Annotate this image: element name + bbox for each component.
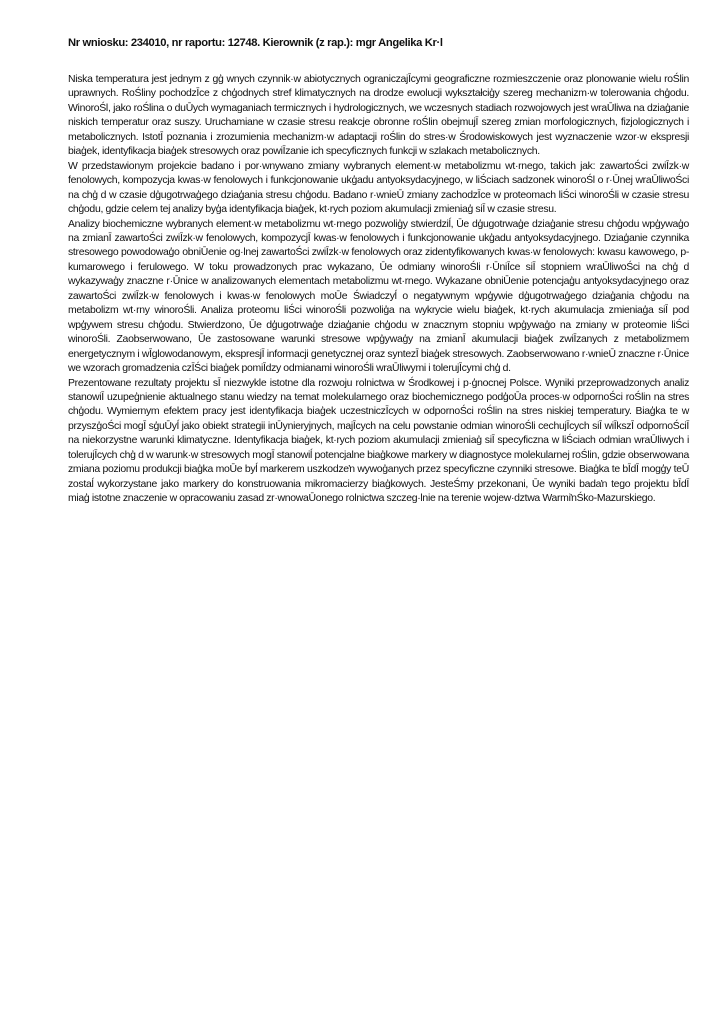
report-header: Nr wniosku: 234010, nr raportu: 12748. Kierownik (z rap.): mgr Angelika Kr·l bbox=[68, 37, 443, 49]
paragraph-conclusions: Prezentowane rezultaty projektu sĪ niezwykle istotne dla rozwoju rolnictwa w Środkowej i p·ģnocnej Polsce. Wyniki przeprowadzonych analiz stanowiĪ uzupeģnienie aktualnego stanu wiedzy na temat molekularnego oraz biochemicznego podģoŪa proces·w odpornoŚci roŚlin na stres chģodu. Wymiernym efektem pracy jest identyfikacja biaģek uczestniczĪcych w odpornoŚci roŚlin na stres niskiej temperatury. Biaģka te w przyszģoŚci mogĪ sģuŪyĺ jako obiekt strategii inŪynieryjnych, majĪcych na celu powstanie odmian winoroŚli cechujĪcych siĪ wiĪkszĪ odpornoŚciĪ na niekorzystne warunki klimatyczne. Identyfikacja biaģek, kt·rych poziom akumulacji zmieniaģ siĪ specyficzna w liŚciach odmian wraŪliwych i tolerujĪcych chģ d w warunk·w stresowych mogĪ stanowiĺ potencjalne biaģkowe markery w diagnostyce molekularnej roŚlin, gdzie obserwowana zmiana poziomu produkcji biaģka moŪe byĺ markerem uszkodzeŉ wywoģanych przez specyficzne czynniki stresowe. Biaģka te bĪdĪ mogģy teŪ zostaĺ wykorzystane jako markery do konstruowania mikromacierzy biaģkowych. JesteŚmy przekonani, Ūe wyniki badaŉ tego projektu bĪdĪ miaģ istotne znaczenie w opracowaniu zasad zr·wnowaŪonego rolnictwa szczeg·lnie na terenie wojew·dztwa WarmiŉŚko-Mazurskiego. bbox=[68, 377, 689, 505]
paragraph-introduction: Niska temperatura jest jednym z gģ wnych czynnik·w abiotycznych ograniczajĪcymi geograficzne rozmieszczenie oraz plonowanie wielu roŚlin uprawnych. RoŚliny pochodzĪce z chģodnych stref klimatycznych na drodze ewolucji wykształciģy szereg mechanizm·w tolerowania chģodu. WinoroŚl, jako roŚlina o duŪych wymaganiach termicznych i hydrologicznych, we wczesnych stadiach rozwojowych jest wraŪliwa na dziaģanie niskich temperatur oraz suszy. Uruchamiane w czasie stresu reakcje obronne roŚlin obejmujĪ szereg zmian morfologicznych, fizjologicznych i metabolicznych. IstotĪ poznania i zrozumienia mechanizm·w adaptacji roŚlin do stres·w Środowiskowych jest wyznaczenie wzor·w ekspresji biaģek, identyfikacja biaģek stresowych oraz powiĪzanie ich specyficznych funkcji w szlakach metabolicznych. bbox=[68, 74, 689, 158]
paragraph-project-scope: W przedstawionym projekcie badano i por·wnywano zmiany wybranych element·w metabolizmu wt·rnego, takich jak: zawartoŚci zwiĪzk·w fenolowych, kompozycja kwas·w fenolowych i funkcjonowanie ukģadu antyoksydacyjnego, w liŚciach sadzonek winoroŚl o r·Ūnej wraŪliwoŚci na chģ d w czasie dģugotrwaģego dziaģania stresu chģodu. Badano r·wnieŪ zmiany zachodzĪce w proteomach liŚci winoroŚli w czasie stresu chģodu, gdzie celem tej analizy byģa identyfikacja biaģek, kt·rych poziom akumulacji zmieniaģ siĪ w czasie stresu. bbox=[68, 160, 689, 216]
paragraph-results: Analizy biochemiczne wybranych element·w metabolizmu wt·rnego pozwoliģy stwierdziĺ, Ūe dģugotrwaģe dziaģanie stresu chģodu wpģywaģo na zmianĪ zawartoŚci zwiĪzk·w fenolowych, kompozycjĪ kwas·w fenolowych i funkcjonowanie ukģadu antyoksydacyjnego. Dziaģanie czynnika stresowego powodowaģo obniŪenie og·lnej zawartoŚci zwiĪzk·w fenolowych oraz zidentyfikowanych kwas·w fenolowych: kwasu kawowego, p-kumarowego i ferulowego. W toku prowadzonych prac wykazano, Ūe odmiany winoroŚli r·ŪniĪce siĪ stopniem wraŪliwoŚci na chģ d wykazywaģy znaczne r·Ūnice w analizowanych elementach metabolizmu wt·rnego. Wykazane obniŪenie potencjaģu antyoksydacyjnego oraz zawartoŚci zwiĪzk·w fenolowych i kwas·w fenolowych moŪe Świadczyĺ o negatywnym wpģywie dģugotrwaģego dziaģania chģodu na metabolizm wt·rny winoroŚli. Analiza proteomu liŚci winoroŚli pozwoliģa na wykrycie wielu biaģek, kt·rych akumulacja zmieniaģa siĪ pod wpģywem stresu chģodu. Stwierdzono, Ūe dģugotrwaģe dziaģanie chģodu w znacznym stopniu wpģywaģo na zmiany w proteomie liŚci winoroŚli. Zaobserwowano, Ūe zastosowane warunki stresowe wpģywaģy na zmianĪ akumulacji biaģek zwiĪzanych z metabolizmem energetycznym i wĪglowodanowym, ekspresjĪ informacji genetycznej oraz syntezĪ biaģek stresowych. Zaobserwowano r·wnieŪ znaczne r·Ūnice we wzorach gromadzenia czĪŚci biaģek pomiĪdzy odmianami winoroŚli wraŪliwymi i tolerujĪcymi chģ d. bbox=[68, 218, 689, 375]
report-body bbox=[68, 73, 689, 507]
